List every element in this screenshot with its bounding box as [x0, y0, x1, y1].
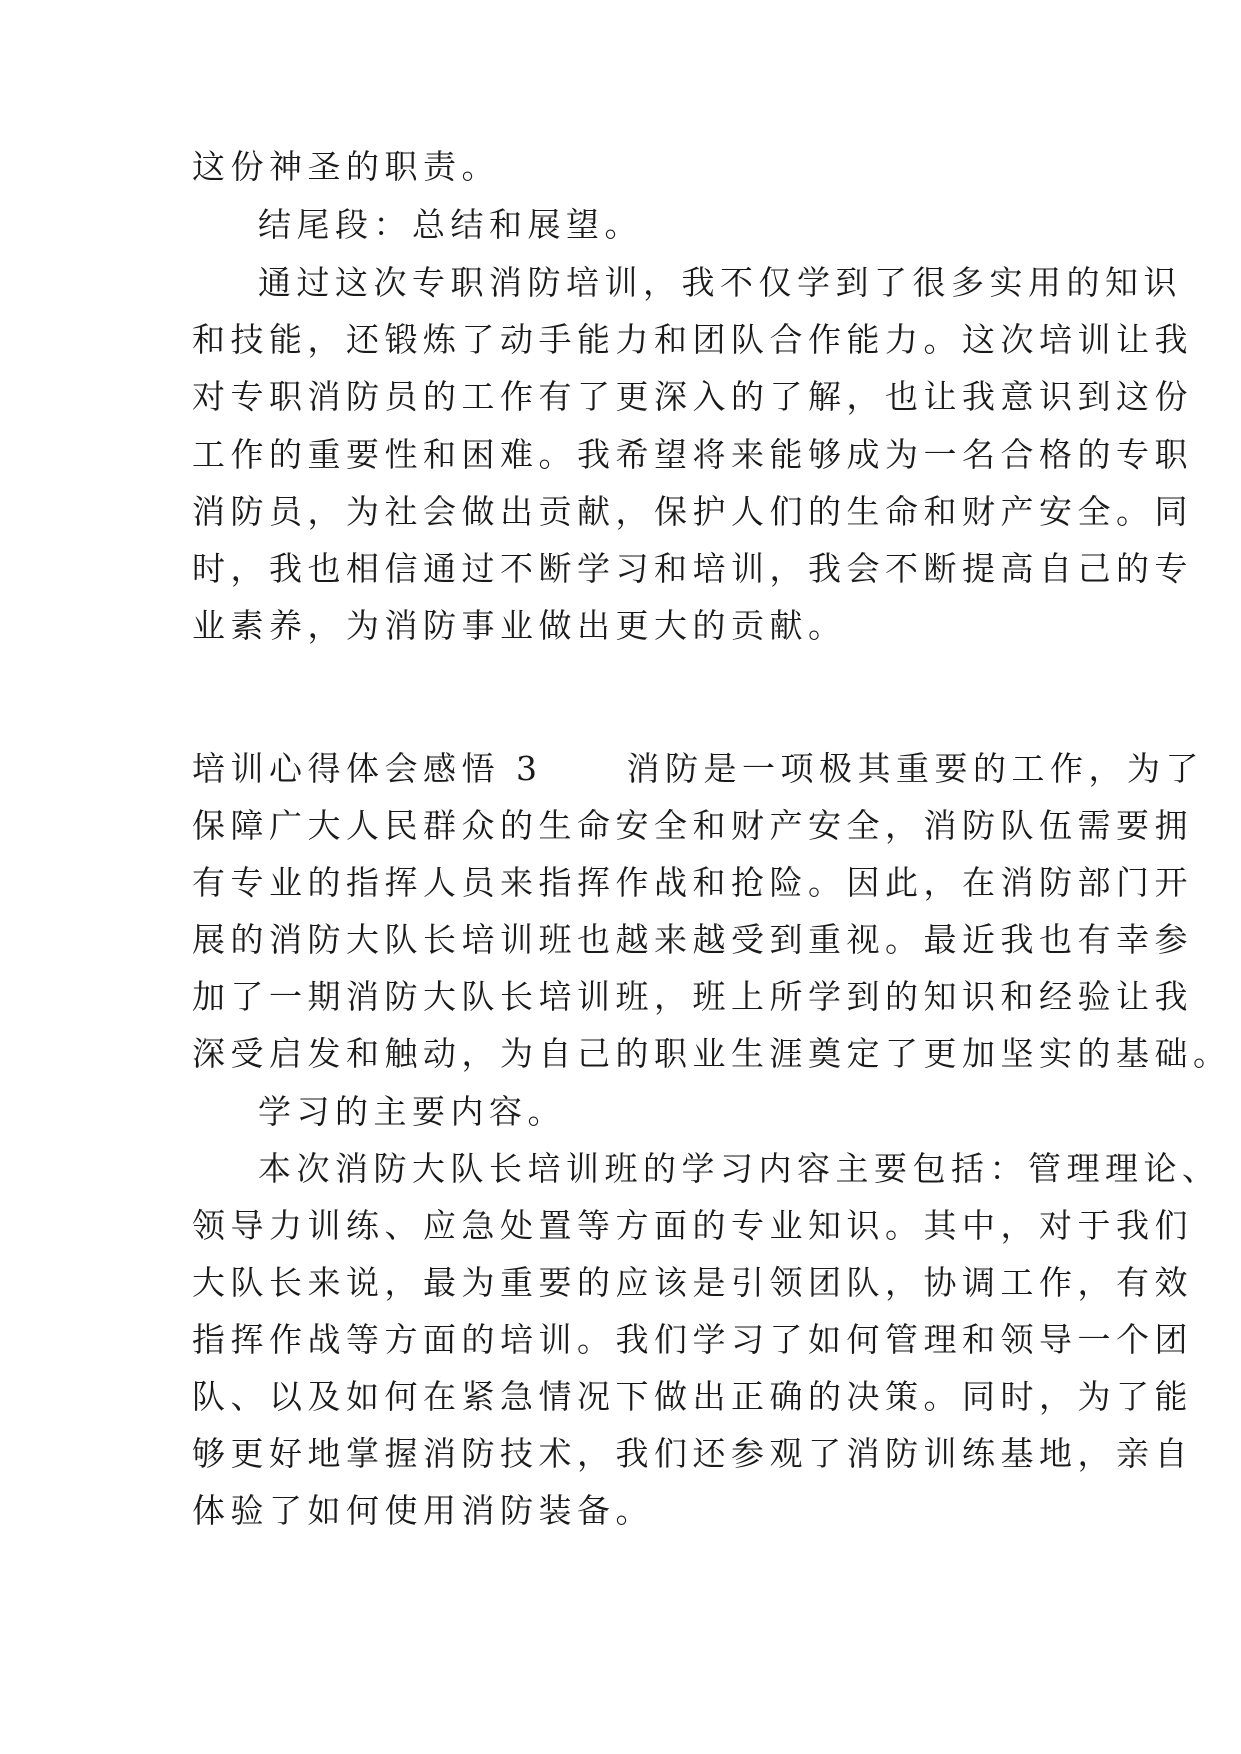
paragraph-line: 展的消防大队长培训班也越来越受到重视。最近我也有幸参 [192, 920, 1193, 959]
paragraph-line: 工作的重要性和困难。我希望将来能够成为一名合格的专职 [192, 435, 1193, 474]
paragraph-line: 体验了如何使用消防装备。 [192, 1491, 654, 1530]
paragraph-line: 队、以及如何在紧急情况下做出正确的决策。同时，为了能 [192, 1377, 1193, 1416]
section-3-first-line [192, 749, 1204, 788]
paragraph-line: 指挥作战等方面的培训。我们学习了如何管理和领导一个团 [192, 1320, 1193, 1359]
section-subheading: 学习的主要内容。 [258, 1092, 566, 1131]
paragraph-line: 通过这次专职消防培训，我不仅学到了很多实用的知识 [258, 263, 1182, 302]
section-subheading: 结尾段：总结和展望。 [258, 205, 643, 244]
paragraph-line: 本次消防大队长培训班的学习内容主要包括：管理理论、 [258, 1149, 1221, 1188]
paragraph-line: 够更好地掌握消防技术，我们还参观了消防训练基地，亲自 [192, 1434, 1193, 1473]
paragraph-text: 消防是一项极其重要的工作，为了 [626, 749, 1204, 788]
paragraph-line: 大队长来说，最为重要的应该是引领团队，协调工作，有效 [192, 1263, 1193, 1302]
paragraph-line: 对专职消防员的工作有了更深入的了解，也让我意识到这份 [192, 377, 1193, 416]
paragraph-line: 深受启发和触动，为自己的职业生涯奠定了更加坚实的基础。 [192, 1034, 1232, 1073]
paragraph-line: 业素养，为消防事业做出更大的贡献。 [192, 606, 847, 645]
section-title: 培训心得体会感悟 3 [192, 749, 543, 788]
paragraph-line: 时，我也相信通过不断学习和培训，我会不断提高自己的专 [192, 549, 1193, 588]
paragraph-line: 保障广大人民群众的生命安全和财产安全，消防队伍需要拥 [192, 806, 1193, 845]
paragraph-line: 和技能，还锻炼了动手能力和团队合作能力。这次培训让我 [192, 320, 1193, 359]
paragraph-line: 加了一期消防大队长培训班，班上所学到的知识和经验让我 [192, 977, 1193, 1016]
paragraph-line: 有专业的指挥人员来指挥作战和抢险。因此，在消防部门开 [192, 863, 1193, 902]
paragraph-line: 这份神圣的职责。 [192, 147, 500, 186]
paragraph-line: 消防员，为社会做出贡献，保护人们的生命和财产安全。同 [192, 492, 1193, 531]
paragraph-line: 领导力训练、应急处置等方面的专业知识。其中，对于我们 [192, 1206, 1193, 1245]
